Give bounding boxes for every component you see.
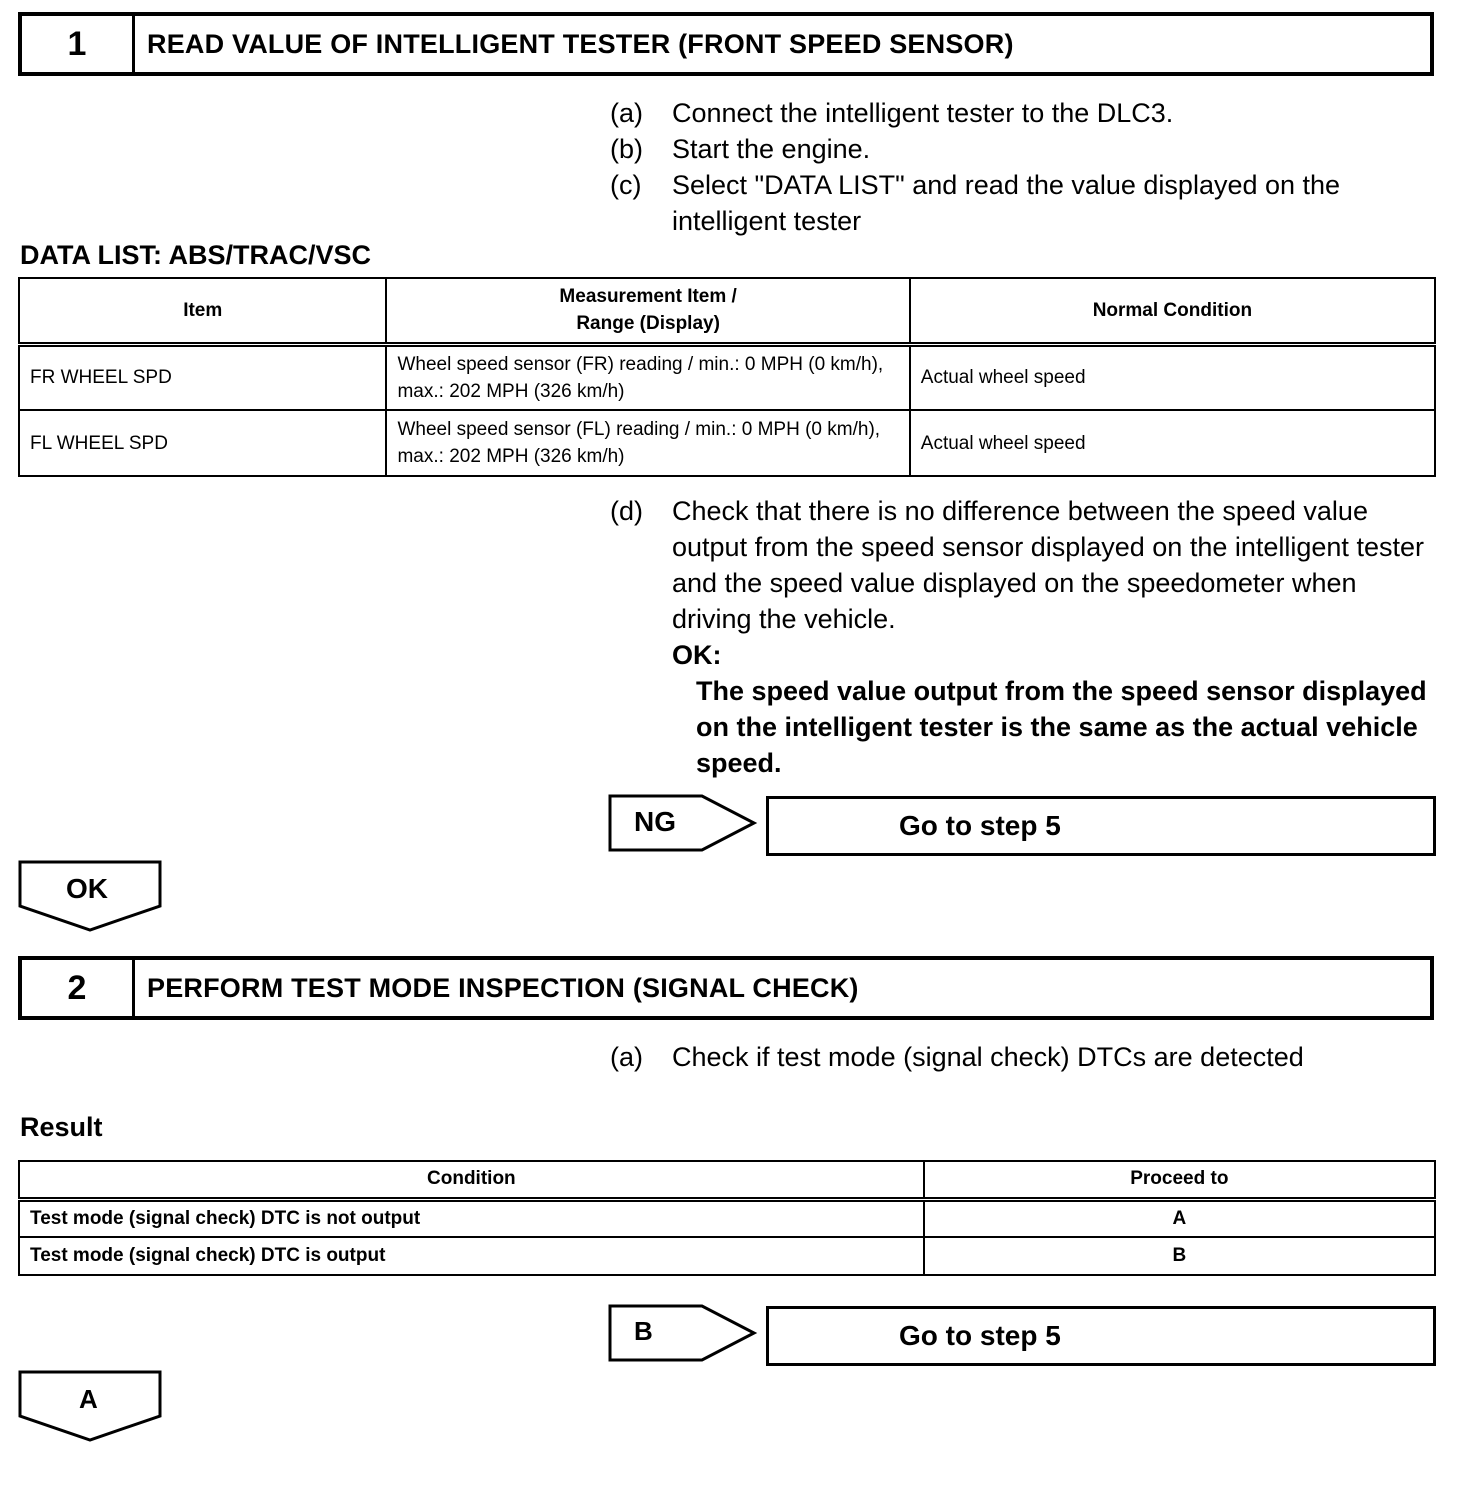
b-arrow-icon [608,1304,758,1362]
instruction-text: Check that there is no difference between the speed value output from the speed sensor displayed on the intelligent tester and the speed value displayed on the speedometer when driving the vehicle. [672,496,1424,634]
cell-range: Wheel speed sensor (FL) reading / min.: 0 MPH (0 km/h), max.: 202 MPH (326 km/h) [386,410,909,476]
step-2-header [18,956,1434,1020]
instruction-item [610,1039,1440,1075]
go-to-step-5-box: Go to step 5 [766,1306,1436,1366]
header-line: Range (Display) [576,313,720,335]
column-header-measurement [386,278,909,344]
instruction-text: Connect the intelligent tester to the DLC3. [672,98,1174,128]
go-to-step-5-box: Go to step 5 [766,796,1436,856]
instruction-text: Check if test mode (signal check) DTCs are detected [672,1042,1304,1072]
data-list-table [18,277,1436,477]
table-row [19,410,1435,476]
instruction-item [610,493,1430,637]
ok-criteria: The speed value output from the speed sensor displayed on the intelligent tester is the same as the actual vehicle speed. [696,676,1427,778]
result-title: Result [20,1112,103,1142]
column-header-normal-condition: Normal Condition [910,278,1435,344]
cell-item: FR WHEEL SPD [19,344,386,410]
cell-condition: Test mode (signal check) DTC is output [19,1237,924,1275]
cell-range: Wheel speed sensor (FR) reading / min.: 0 MPH (0 km/h), max.: 202 MPH (326 km/h) [386,344,909,410]
instruction-label: (a) [610,98,643,128]
instruction-label: (c) [610,170,642,200]
cell-proceed: A [924,1199,1435,1237]
ok-tag: OK [66,873,108,904]
instruction-label: (d) [610,496,643,526]
header-line: Measurement Item / [559,286,737,308]
table-row [19,344,1435,410]
step-title: PERFORM TEST MODE INSPECTION (SIGNAL CHECK) [147,972,859,1003]
step-title: READ VALUE OF INTELLIGENT TESTER (FRONT SPEED SENSOR) [147,28,1014,59]
b-tag: B [634,1316,653,1346]
instruction-item [610,131,1440,167]
instruction-label: (a) [610,1042,643,1072]
cell-normal: Actual wheel speed [910,344,1435,410]
step-2-instructions [610,1039,1440,1075]
instruction-label: (b) [610,134,643,164]
ng-arrow-icon [608,794,758,852]
step-number: 2 [22,960,135,1016]
cell-normal: Actual wheel speed [910,410,1435,476]
ng-tag: NG [634,806,676,837]
step-number: 1 [22,16,135,72]
table-row [19,1237,1435,1275]
column-header-proceed-to: Proceed to [924,1161,1435,1199]
step-1-header [18,12,1434,76]
ok-block [610,637,1430,781]
result-table [18,1160,1436,1276]
ok-label: OK: [672,640,722,670]
instruction-item [610,167,1440,239]
instruction-text: Select "DATA LIST" and read the value displayed on the intelligent tester [672,170,1341,236]
column-header-condition: Condition [19,1161,924,1199]
instruction-text: Start the engine. [672,134,871,164]
cell-item: FL WHEEL SPD [19,410,386,476]
data-list-title: DATA LIST: ABS/TRAC/VSC [20,240,371,270]
table-row [19,1199,1435,1237]
a-tag: A [79,1384,98,1414]
column-header-item: Item [19,278,386,344]
step-1-check [610,493,1430,781]
step-1-instructions [610,95,1440,239]
instruction-item [610,95,1440,131]
cell-condition: Test mode (signal check) DTC is not output [19,1199,924,1237]
cell-proceed: B [924,1237,1435,1275]
